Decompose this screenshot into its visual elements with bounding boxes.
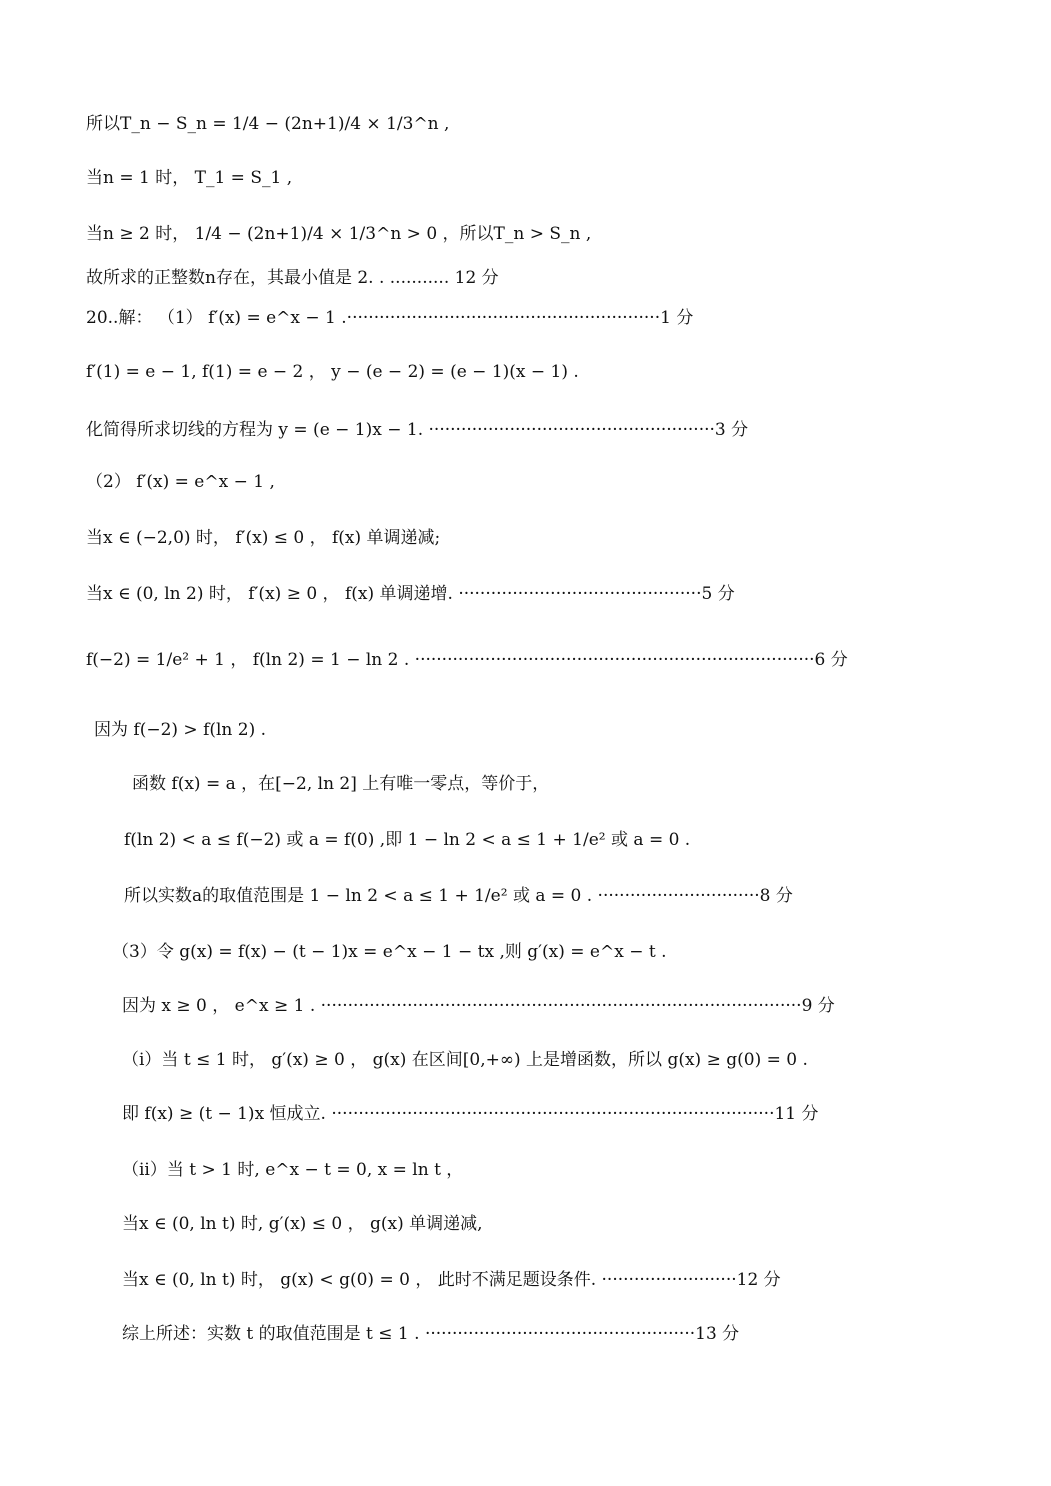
text-line-11: f(−2) = 1/e² + 1 ， f(ln 2) = 1 − ln 2 . ··········································································6 分 bbox=[86, 650, 848, 670]
text-line-13: 函数 f(x) = a ，在[−2, ln 2] 上有唯一零点，等价于， bbox=[132, 774, 550, 794]
text-line-17: 因为 x ≥ 0 ， e^x ≥ 1 . ·························································································9 分 bbox=[122, 996, 835, 1016]
text-line-6: f′(1) = e − 1, f(1) = e − 2 ， y − (e − 2) = (e − 1)(x − 1) . bbox=[86, 362, 579, 382]
text-line-3: 当n ≥ 2 时， 1/4 − (2n+1)/4 × 1/3^n > 0 ，所以T_n > S_n , bbox=[86, 224, 592, 244]
text-line-22: 当x ∈ (0, ln t) 时， g(x) < g(0) = 0 ， 此时不满足题设条件. ·························12 分 bbox=[122, 1270, 781, 1290]
text-line-20: （ii）当 t > 1 时, e^x − t = 0, x = ln t ， bbox=[122, 1160, 464, 1180]
text-line-1: 所以T_n − S_n = 1/4 − (2n+1)/4 × 1/3^n , bbox=[86, 114, 450, 134]
text-line-10: 当x ∈ (0, ln 2) 时， f′(x) ≥ 0 ， f(x) 单调递增. ·············································5 分 bbox=[86, 584, 735, 604]
text-line-16: （3）令 g(x) = f(x) − (t − 1)x = e^x − 1 − tx ,则 g′(x) = e^x − t . bbox=[112, 942, 667, 962]
text-line-18: （i）当 t ≤ 1 时， g′(x) ≥ 0 ， g(x) 在区间[0,+∞) 上是增函数，所以 g(x) ≥ g(0) = 0 . bbox=[122, 1050, 808, 1070]
text-line-9: 当x ∈ (−2,0) 时， f′(x) ≤ 0 ， f(x) 单调递减; bbox=[86, 528, 441, 548]
text-line-7: 化简得所求切线的方程为 y = (e − 1)x − 1. ·····················································3 分 bbox=[86, 420, 749, 440]
text-line-21: 当x ∈ (0, ln t) 时, g′(x) ≤ 0 ， g(x) 单调递减, bbox=[122, 1214, 483, 1234]
text-line-15: 所以实数a的取值范围是 1 − ln 2 < a ≤ 1 + 1/e² 或 a = 0 . ······························8 分 bbox=[124, 886, 793, 906]
text-line-5: 20..解： （1） f′(x) = e^x − 1 .··························································1 分 bbox=[86, 308, 694, 328]
text-line-23: 综上所述：实数 t 的取值范围是 t ≤ 1 . ··················································13 分 bbox=[122, 1324, 740, 1344]
text-line-12: 因为 f(−2) > f(ln 2) . bbox=[94, 720, 267, 740]
text-line-4: 故所求的正整数n存在，其最小值是 2. . ........... 12 分 bbox=[86, 268, 499, 288]
text-line-8: （2） f′(x) = e^x − 1 , bbox=[86, 472, 275, 492]
text-line-2: 当n = 1 时， T_1 = S_1 , bbox=[86, 168, 293, 188]
text-line-14: f(ln 2) < a ≤ f(−2) 或 a = f(0) ,即 1 − ln 2 < a ≤ 1 + 1/e² 或 a = 0 . bbox=[124, 830, 691, 850]
text-line-19: 即 f(x) ≥ (t − 1)x 恒成立. ··················································································11 分 bbox=[122, 1104, 819, 1124]
